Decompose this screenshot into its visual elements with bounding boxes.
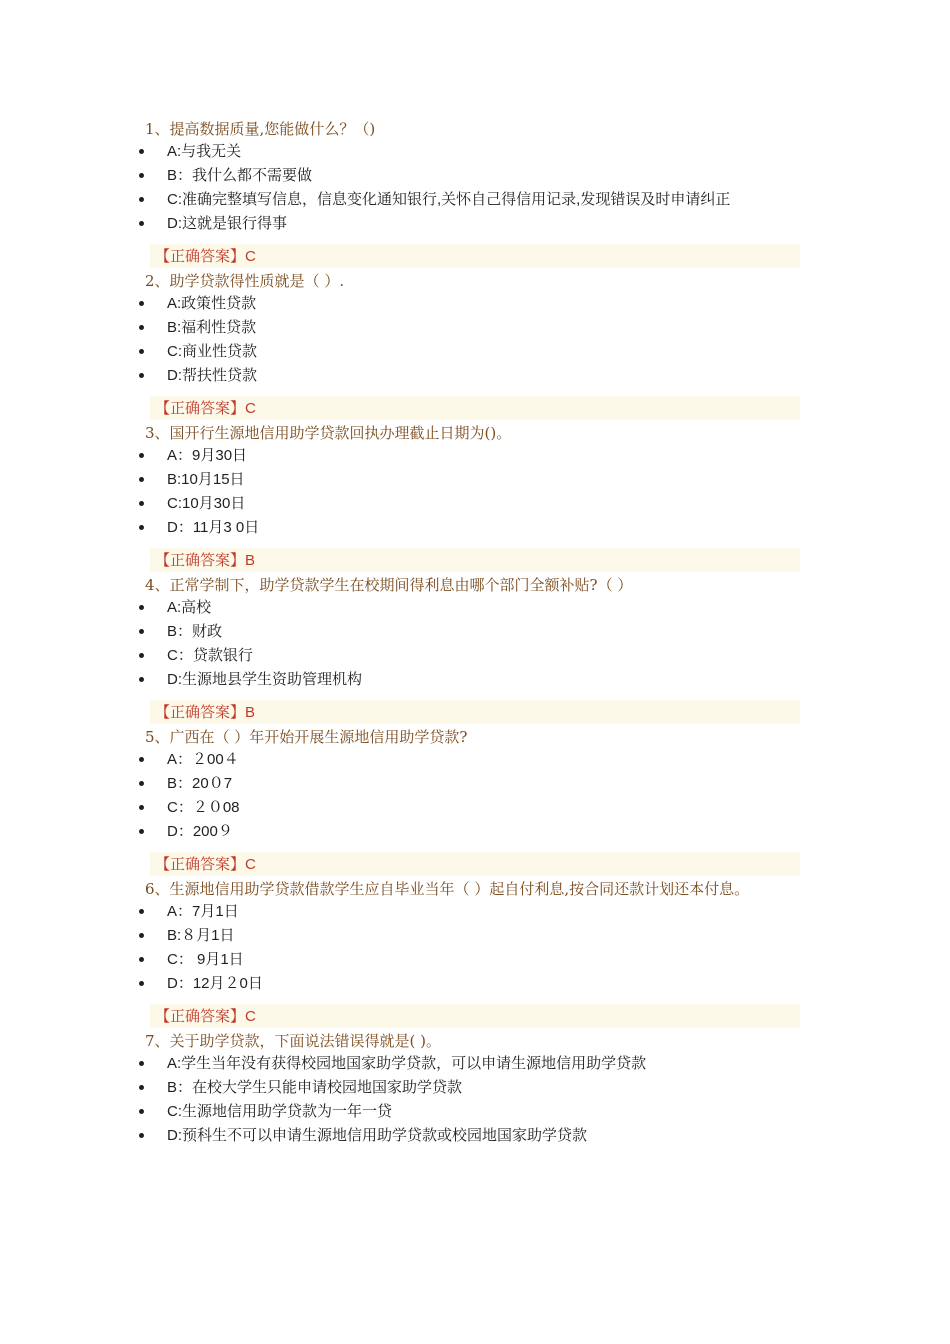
option-item: D：12月２0日: [0, 972, 950, 996]
option-list: [0, 596, 950, 692]
document-body: [0, 118, 950, 1148]
answer-value: C: [245, 248, 256, 265]
option-item: B:福利性贷款: [0, 316, 950, 340]
answer-box: [150, 852, 800, 876]
bullet-icon: [139, 197, 144, 202]
option-item: C:商业性贷款: [0, 340, 950, 364]
bullet-icon: [139, 301, 144, 306]
answer-label: 【正确答案】: [155, 551, 246, 569]
bullet-icon: [139, 805, 144, 810]
option-item: A：9月30日: [0, 444, 950, 468]
option-list: [0, 140, 950, 236]
option-item: D：11月3 0日: [0, 516, 950, 540]
bullet-icon: [139, 325, 144, 330]
question-title: 4、正常学制下，助学贷款学生在校期间得利息由哪个部门全额补贴?（ ）: [145, 576, 633, 594]
bullet-icon: [139, 501, 144, 506]
option-item: A:学生当年没有获得校园地国家助学贷款，可以申请生源地信用助学贷款: [0, 1052, 950, 1076]
option-item: C：贷款银行: [0, 644, 950, 668]
option-item: C：２０08: [0, 796, 950, 820]
bullet-icon: [139, 477, 144, 482]
bullet-icon: [139, 957, 144, 962]
bullet-icon: [139, 1109, 144, 1114]
bullet-icon: [139, 933, 144, 938]
question-1: [0, 118, 950, 268]
option-item: D:生源地县学生资助管理机构: [0, 668, 950, 692]
bullet-icon: [139, 373, 144, 378]
option-item: A：7月1日: [0, 900, 950, 924]
option-item: D:帮扶性贷款: [0, 364, 950, 388]
answer-box: [150, 396, 800, 420]
question-title: 1、提高数据质量,您能做什么？（): [145, 120, 376, 138]
question-title: 2、助学贷款得性质就是（ ）.: [145, 272, 345, 290]
bullet-icon: [139, 757, 144, 762]
answer-box: [150, 244, 800, 268]
answer-label: 【正确答案】: [155, 855, 246, 873]
question-4: [0, 574, 950, 724]
bullet-icon: [139, 349, 144, 354]
bullet-icon: [139, 453, 144, 458]
option-item: B：财政: [0, 620, 950, 644]
option-item: D:这就是银行得事: [0, 212, 950, 236]
bullet-icon: [139, 781, 144, 786]
bullet-icon: [139, 981, 144, 986]
answer-value: B: [245, 704, 256, 721]
question-7: [0, 1030, 950, 1148]
bullet-icon: [139, 1061, 144, 1066]
option-item: B:８月1日: [0, 924, 950, 948]
option-item: B:10月15日: [0, 468, 950, 492]
answer-value: C: [245, 1008, 256, 1025]
bullet-icon: [139, 149, 144, 154]
option-item: C:生源地信用助学贷款为一年一贷: [0, 1100, 950, 1124]
bullet-icon: [139, 173, 144, 178]
option-item: D:预科生不可以申请生源地信用助学贷款或校园地国家助学贷款: [0, 1124, 950, 1148]
question-title: 3、国开行生源地信用助学贷款回执办理截止日期为()。: [145, 424, 512, 442]
question-title: 5、广西在（ ）年开始开展生源地信用助学贷款?: [145, 728, 468, 746]
question-5: [0, 726, 950, 876]
bullet-icon: [139, 605, 144, 610]
option-item: C： 9月1日: [0, 948, 950, 972]
answer-value: C: [245, 400, 256, 417]
bullet-icon: [139, 909, 144, 914]
question-title: 6、生源地信用助学贷款借款学生应自毕业当年（ ）起自付利息,按合同还款计划还本付息。: [145, 880, 750, 898]
option-item: C:10月30日: [0, 492, 950, 516]
option-list: [0, 900, 950, 996]
question-6: [0, 878, 950, 1028]
answer-value: B: [245, 552, 256, 569]
question-title: 7、关于助学贷款，下面说法错误得就是( )。: [145, 1032, 442, 1050]
option-list: [0, 1052, 950, 1148]
option-list: [0, 748, 950, 844]
question-3: [0, 422, 950, 572]
bullet-icon: [139, 525, 144, 530]
bullet-icon: [139, 1133, 144, 1138]
bullet-icon: [139, 653, 144, 658]
answer-box: [150, 1004, 800, 1028]
option-list: [0, 292, 950, 388]
option-item: D：200９: [0, 820, 950, 844]
answer-box: [150, 700, 800, 724]
option-item: B：20０7: [0, 772, 950, 796]
answer-label: 【正确答案】: [155, 399, 246, 417]
bullet-icon: [139, 1085, 144, 1090]
option-list: [0, 444, 950, 540]
answer-label: 【正确答案】: [155, 703, 246, 721]
answer-value: C: [245, 856, 256, 873]
answer-label: 【正确答案】: [155, 247, 246, 265]
answer-box: [150, 548, 800, 572]
option-item: A:与我无关: [0, 140, 950, 164]
bullet-icon: [139, 629, 144, 634]
bullet-icon: [139, 677, 144, 682]
question-2: [0, 270, 950, 420]
option-item: B：我什么都不需要做: [0, 164, 950, 188]
bullet-icon: [139, 221, 144, 226]
option-item: A:政策性贷款: [0, 292, 950, 316]
option-item: A:高校: [0, 596, 950, 620]
option-item: A：２00４: [0, 748, 950, 772]
answer-label: 【正确答案】: [155, 1007, 246, 1025]
option-item: C:准确完整填写信息，信息变化通知银行,关怀自己得信用记录,发现错误及时申请纠正: [0, 188, 950, 212]
bullet-icon: [139, 829, 144, 834]
option-item: B：在校大学生只能申请校园地国家助学贷款: [0, 1076, 950, 1100]
